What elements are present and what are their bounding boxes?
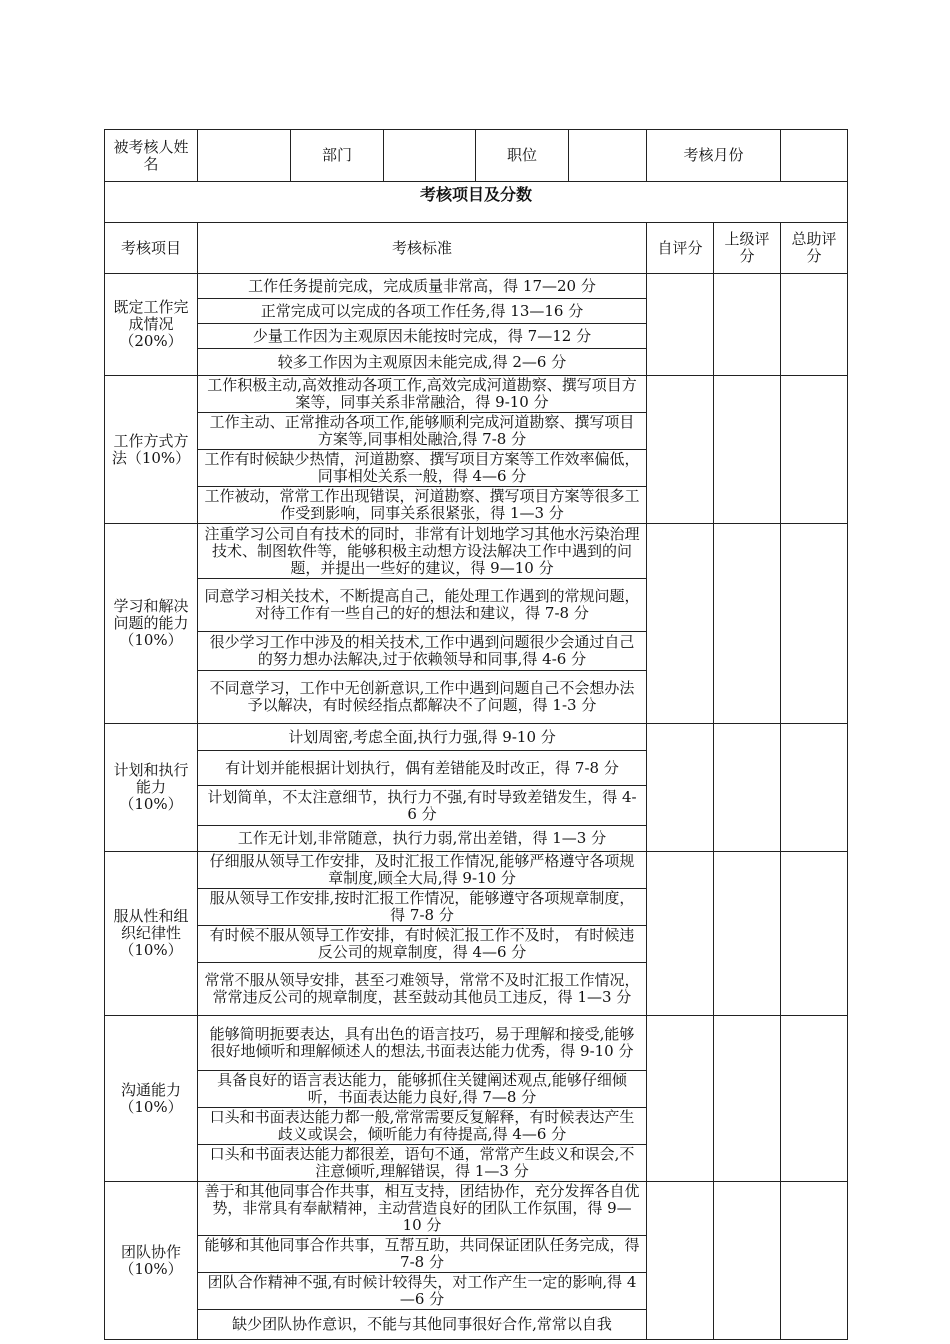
dept-field[interactable] [384,130,476,182]
criteria-row [105,524,848,579]
item-name: 服从性和组织纪律性（10%） [105,852,198,1016]
item-name: 沟通能力（10%） [105,1016,198,1182]
self-score-cell[interactable] [647,524,714,724]
criteria-text: 少量工作因为主观原因未能按时完成，得 7—12 分 [198,324,647,349]
criteria-text: 口头和书面表达能力都一般,常常需要反复解释，有时候表达产生歧义或误会，倾听能力有待提高,得 4—6 分 [198,1108,647,1145]
name-field[interactable] [198,130,291,182]
criteria-text: 缺少团队协作意识，不能与其他同事很好合作,常常以自我 [198,1310,647,1340]
section-title: 考核项目及分数 [105,182,848,223]
superior-score-cell[interactable] [714,376,781,524]
superior-score-cell[interactable] [714,524,781,724]
criteria-text: 工作无计划,非常随意，执行力弱,常出差错，得 1—3 分 [198,826,647,852]
col-gm-header: 总助评分 [781,223,848,274]
criteria-text: 口头和书面表达能力都很差，语句不通，常常产生歧义和误会,不注意倾听,理解错误，得 1—3 分 [198,1145,647,1182]
criteria-text: 较多工作因为主观原因未能完成,得 2—6 分 [198,349,647,376]
self-score-cell[interactable] [647,1016,714,1182]
item-name: 团队协作（10%） [105,1182,198,1340]
gm-score-cell[interactable] [781,376,848,524]
criteria-text: 工作主动、正常推动各项工作,能够顺利完成河道勘察、撰写项目方案等,同事相处融洽,得 7-8 分 [198,413,647,450]
assessment-table [104,129,848,1340]
gm-score-cell[interactable] [781,852,848,1016]
self-score-cell[interactable] [647,724,714,852]
month-field[interactable] [781,130,848,182]
criteria-text: 很少学习工作中涉及的相关技术,工作中遇到问题很少会通过自己的努力想办法解决,过于依赖领导和同事,得 4-6 分 [198,632,647,671]
superior-score-cell[interactable] [714,274,781,376]
self-score-cell[interactable] [647,376,714,524]
criteria-text: 团队合作精神不强,有时候计较得失，对工作产生一定的影响,得 4—6 分 [198,1273,647,1310]
criteria-text: 工作积极主动,高效推动各项工作,高效完成河道勘察、撰写项目方案等，同事关系非常融洽，得 9-10 分 [198,376,647,413]
criteria-text: 不同意学习，工作中无创新意识,工作中遇到问题自己不会想办法予以解决，有时候经指点都解决不了问题，得 1-3 分 [198,671,647,724]
gm-score-cell[interactable] [781,1016,848,1182]
criteria-text: 同意学习相关技术，不断提高自己，能处理工作遇到的常规问题，对待工作有一些自己的好的想法和建议，得 7-8 分 [198,579,647,632]
criteria-text: 工作被动，常常工作出现错误，河道勘察、撰写项目方案等很多工作受到影响，同事关系很紧张，得 1—3 分 [198,487,647,524]
criteria-text: 能够和其他同事合作共事，互帮互助，共同保证团队任务完成，得 7-8 分 [198,1236,647,1273]
self-score-cell[interactable] [647,274,714,376]
superior-score-cell[interactable] [714,724,781,852]
name-label: 被考核人姓名 [105,130,198,182]
item-name: 既定工作完成情况（20%） [105,274,198,376]
criteria-text: 常常不服从领导安排，甚至刁难领导，常常不及时汇报工作情况，常常违反公司的规章制度，甚至鼓动其他员工违反，得 1—3 分 [198,963,647,1016]
criteria-row [105,376,848,413]
col-self-header: 自评分 [647,223,714,274]
self-score-cell[interactable] [647,852,714,1016]
criteria-text: 能够简明扼要表达，具有出色的语言技巧，易于理解和接受,能够很好地倾听和理解倾述人的想法,书面表达能力优秀，得 9-10 分 [198,1016,647,1071]
criteria-text: 仔细服从领导工作安排，及时汇报工作情况,能够严格遵守各项规章制度,顾全大局,得 9-10 分 [198,852,647,889]
criteria-text: 正常完成可以完成的各项工作任务,得 13—16 分 [198,299,647,324]
criteria-text: 善于和其他同事合作共事，相互支持，团结协作，充分发挥各自优势，非常具有奉献精神，主动营造良好的团队工作氛围，得 9—10 分 [198,1182,647,1236]
superior-score-cell[interactable] [714,852,781,1016]
superior-score-cell[interactable] [714,1182,781,1340]
item-name: 学习和解决问题的能力（10%） [105,524,198,724]
month-label: 考核月份 [647,130,781,182]
self-score-cell[interactable] [647,1182,714,1340]
criteria-text: 具备良好的语言表达能力，能够抓住关键阐述观点,能够仔细倾听，书面表达能力良好,得 7—8 分 [198,1071,647,1108]
column-header-row [105,223,848,274]
criteria-row [105,274,848,299]
criteria-text: 有时候不服从领导工作安排，有时候汇报工作不及时， 有时候违反公司的规章制度，得 4—6 分 [198,926,647,963]
col-item-header: 考核项目 [105,223,198,274]
position-field[interactable] [569,130,647,182]
superior-score-cell[interactable] [714,1016,781,1182]
criteria-text: 工作任务提前完成，完成质量非常高，得 17—20 分 [198,274,647,299]
criteria-text: 工作有时候缺少热情，河道勘察、撰写项目方案等工作效率偏低，同事相处关系一般，得 4—6 分 [198,450,647,487]
section-title-row [105,182,848,223]
item-name: 计划和执行能力（10%） [105,724,198,852]
criteria-text: 注重学习公司自有技术的同时，非常有计划地学习其他水污染治理技术、制图软件等，能够积极主动想方设法解决工作中遇到的问题，并提出一些好的建议，得 9—10 分 [198,524,647,579]
dept-label: 部门 [291,130,384,182]
gm-score-cell[interactable] [781,1182,848,1340]
criteria-text: 服从领导工作安排,按时汇报工作情况，能够遵守各项规章制度，得 7-8 分 [198,889,647,926]
criteria-text: 计划周密,考虑全面,执行力强,得 9-10 分 [198,724,647,751]
criteria-row [105,852,848,889]
criteria-text: 计划简单，不太注意细节，执行力不强,有时导致差错发生，得 4-6 分 [198,786,647,826]
position-label: 职位 [476,130,569,182]
gm-score-cell[interactable] [781,724,848,852]
gm-score-cell[interactable] [781,274,848,376]
criteria-row [105,1016,848,1071]
gm-score-cell[interactable] [781,524,848,724]
col-superior-header: 上级评分 [714,223,781,274]
criteria-text: 有计划并能根据计划执行，偶有差错能及时改正，得 7-8 分 [198,751,647,786]
criteria-row [105,1182,848,1236]
col-standard-header: 考核标准 [198,223,647,274]
item-name: 工作方式方法（10%） [105,376,198,524]
criteria-row [105,724,848,751]
header-row [105,130,848,182]
